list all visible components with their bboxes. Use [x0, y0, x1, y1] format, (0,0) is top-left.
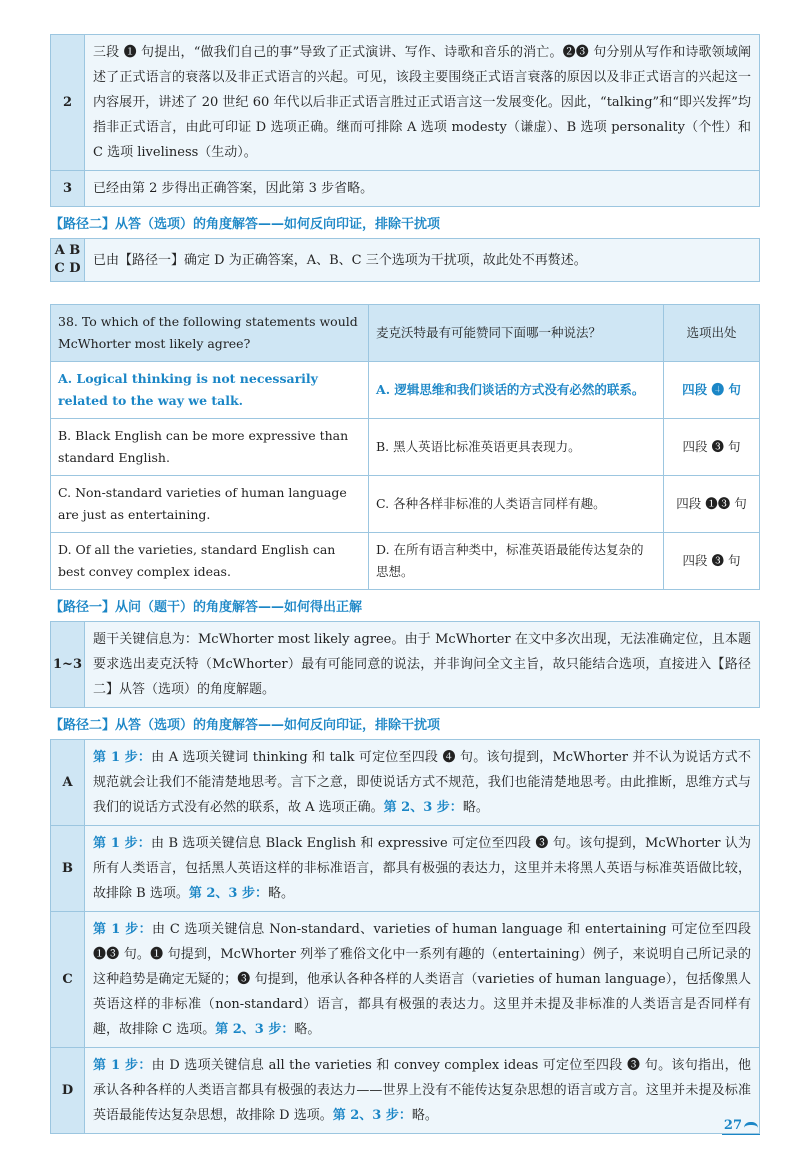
note-text: 已由【路径一】确定 D 为正确答案，A、B、C 三个选项为干扰项，故此处不再赘述。 — [85, 239, 760, 282]
step-one-label: 第 1 步： — [93, 1058, 152, 1073]
options-label-line1: A B — [54, 243, 81, 258]
step-two-three-label: 第 2、3 步： — [215, 1022, 295, 1037]
analysis-tail: 略。 — [267, 886, 294, 901]
table-row — [51, 171, 760, 207]
option-cn: B. 黑人英语比标准英语更具表现力。 — [369, 419, 664, 476]
analysis-table-top — [50, 34, 760, 207]
option-en: A. Logical thinking is not necessarily related to the way we talk. — [51, 362, 369, 419]
analysis-text: 由 A 选项关键词 thinking 和 talk 可定位至四段 ❹ 句。该句提到，McWhorter 并不认为说话方式不规范就会让我们不能清楚地思考。言下之意，即使说话方式不规范，我们也能清楚地思考。由此推断，思维方式与我们的说话方式没有必然的联系，故 A 选项正确。 — [93, 750, 751, 815]
option-analysis-table — [50, 739, 760, 1134]
option-source: 四段 ❸ 句 — [664, 533, 760, 590]
step-text: 已经由第 2 步得出正确答案，因此第 3 步省略。 — [85, 171, 760, 207]
question-en: 38. To which of the following statements would McWhorter most likely agree? — [51, 305, 369, 362]
table-row — [51, 239, 760, 282]
option-row-correct — [51, 362, 760, 419]
options-label-line2: C D — [54, 261, 81, 276]
step-two-three-label: 第 2、3 步： — [383, 800, 463, 815]
table-row — [51, 912, 760, 1048]
step-two-three-label: 第 2、3 步： — [332, 1108, 412, 1123]
analysis-text: 由 C 选项关键信息 Non-standard、varieties of human language 和 entertaining 可定位至四段 ❶❸ 句。❶ 句提到，McWhorter 列举了雅俗文化中一系列有趣的（entertaining）例子，来说明自己所记录的这种趋势是确定无疑的；❸ 句提到，他承认各种各样的人类语言（varieties of human language），包括像黑人英语这样的非标准（non-standard）语言，都具有极强的表达力。这里并未提及非标准的人类语言是否同样有趣，故排除 C 选项。 — [93, 922, 751, 1037]
route-two-heading: 【路径二】从答（选项）的角度解答——如何反向印证，排除干扰项 — [50, 217, 441, 232]
step-two-three-label: 第 2、3 步： — [188, 886, 268, 901]
book-icon — [744, 1122, 758, 1130]
page-number — [722, 1118, 760, 1135]
step-number: 2 — [51, 35, 85, 171]
question-cn: 麦克沃特最有可能赞同下面哪一种说法？ — [369, 305, 664, 362]
question-table — [50, 304, 760, 590]
option-en: D. Of all the varieties, standard English can best convey complex ideas. — [51, 533, 369, 590]
option-cn: D. 在所有语言种类中，标准英语最能传达复杂的思想。 — [369, 533, 664, 590]
route-two-heading: 【路径二】从答（选项）的角度解答——如何反向印证，排除干扰项 — [50, 718, 441, 733]
option-analysis — [85, 740, 760, 826]
step-one-label: 第 1 步： — [93, 836, 151, 851]
route-one-heading: 【路径一】从问（题干）的角度解答——如何得出正解 — [50, 600, 363, 615]
option-cn: C. 各种各样非标准的人类语言同样有趣。 — [369, 476, 664, 533]
route-one-text: 题干关键信息为：McWhorter most likely agree。由于 McWhorter 在文中多次出现，无法准确定位，且本题要求选出麦克沃特（McWhorter）最有可能同意的说法，并非询问全文主旨，故只能结合选项，直接进入【路径二】从答（选项）的角度解题。 — [85, 622, 760, 708]
option-en: C. Non-standard varieties of human language are just as entertaining. — [51, 476, 369, 533]
table-row — [51, 826, 760, 912]
options-label — [51, 239, 85, 282]
option-row — [51, 476, 760, 533]
analysis-tail: 略。 — [411, 1108, 438, 1123]
table-row — [51, 35, 760, 171]
source-header: 选项出处 — [664, 305, 760, 362]
question-header-row — [51, 305, 760, 362]
option-analysis — [85, 912, 760, 1048]
page-number-text: 27 — [723, 1118, 742, 1133]
option-source: 四段 ❸ 句 — [664, 419, 760, 476]
option-en: B. Black English can be more expressive than standard English. — [51, 419, 369, 476]
step-one-label: 第 1 步： — [93, 750, 152, 765]
option-source: 四段 ❶❸ 句 — [664, 476, 760, 533]
option-cn: A. 逻辑思维和我们谈话的方式没有必然的联系。 — [369, 362, 664, 419]
table-row — [51, 622, 760, 708]
table-row — [51, 740, 760, 826]
option-letter: D — [51, 1048, 85, 1134]
option-row — [51, 419, 760, 476]
route-one-box — [50, 621, 760, 708]
option-analysis — [85, 826, 760, 912]
step-number: 3 — [51, 171, 85, 207]
option-letter: B — [51, 826, 85, 912]
step-range: 1~3 — [51, 622, 85, 708]
analysis-text: 由 B 选项关键信息 Black English 和 expressive 可定位至四段 ❸ 句。该句提到，McWhorter 认为所有人类语言，包括黑人英语这样的非标准语言，都具有极强的表达力，这里并未将黑人英语与标准英语做比较，故排除 B 选项。 — [93, 836, 751, 901]
option-source: 四段 ❹ 句 — [664, 362, 760, 419]
abcd-note-box — [50, 238, 760, 282]
analysis-tail: 略。 — [294, 1022, 321, 1037]
option-row — [51, 533, 760, 590]
option-letter: C — [51, 912, 85, 1048]
option-letter: A — [51, 740, 85, 826]
table-row — [51, 1048, 760, 1134]
page-content — [50, 34, 760, 1134]
analysis-text: 由 D 选项关键信息 all the varieties 和 convey complex ideas 可定位至四段 ❸ 句。该句指出，他承认各种各样的人类语言都具有极强的表达力——世界上没有不能传达复杂思想的语言或方言。这里并未提及标准英语最能传达复杂思想，故排除 D 选项。 — [93, 1058, 751, 1123]
analysis-tail: 略。 — [462, 800, 489, 815]
step-text: 三段 ❶ 句提出，“做我们自己的事”导致了正式演讲、写作、诗歌和音乐的消亡。❷❸ 句分别从写作和诗歌领域阐述了正式语言的衰落以及非正式语言的兴起。可见，该段主要围绕正式语言衰落的原因以及非正式语言的兴起这一内容展开，讲述了 20 世纪 60 年代以后非正式语言胜过正式语言这一发展变化。因此，“talking”和“即兴发挥”均指非正式语言，由此可印证 D 选项正确。继而可排除 A 选项 modesty（谦虚）、B 选项 personality（个性）和 C 选项 liveliness（生动）。 — [85, 35, 760, 171]
step-one-label: 第 1 步： — [93, 922, 153, 937]
option-analysis — [85, 1048, 760, 1134]
